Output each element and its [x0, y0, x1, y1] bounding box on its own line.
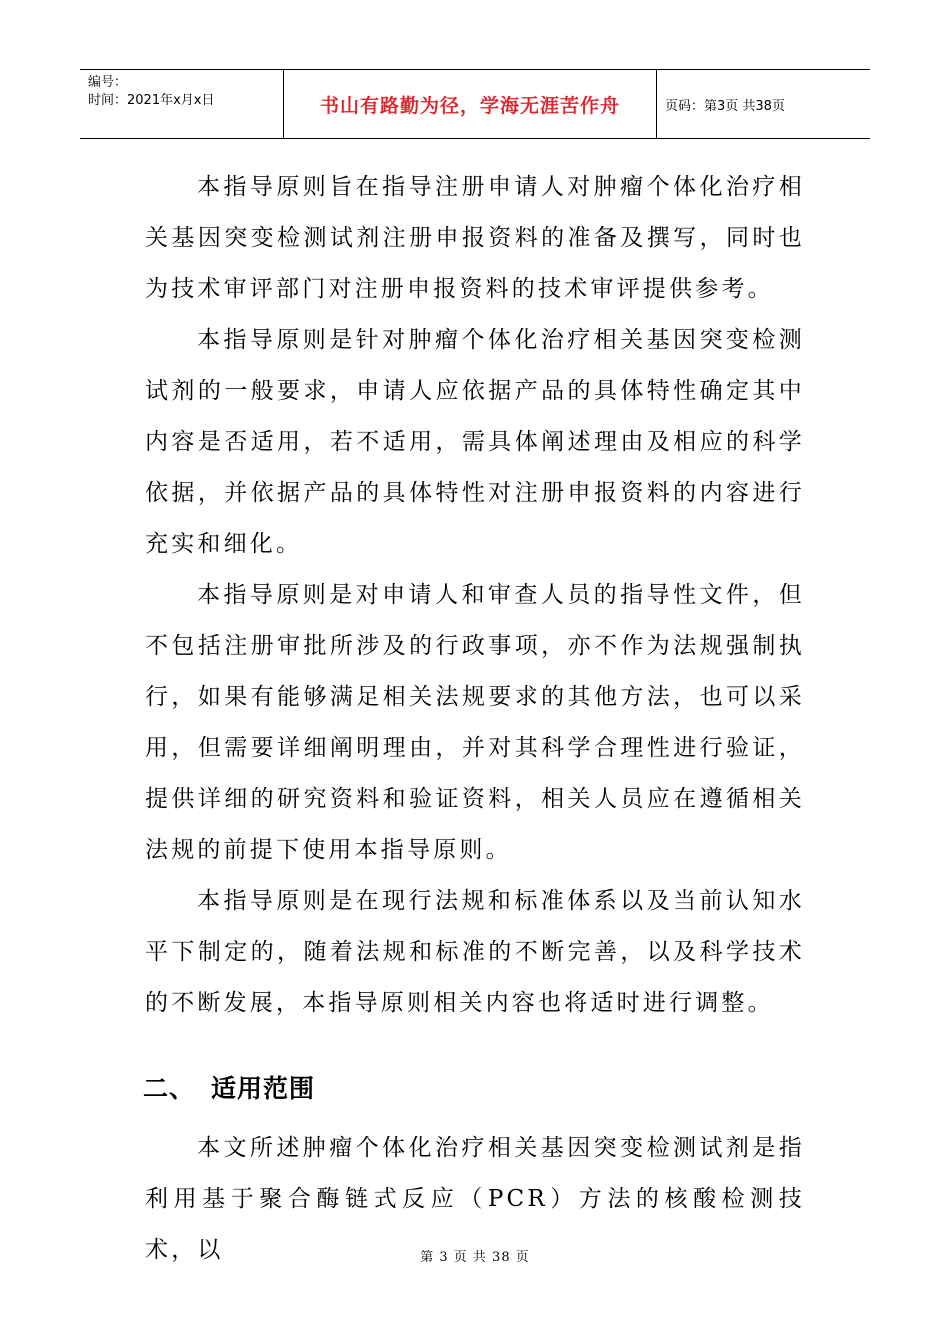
header-page-info: 页码：第3页 共38页: [665, 98, 785, 114]
section-title: 适用范围: [211, 1074, 316, 1103]
page-footer: 第 3 页 共 38 页: [420, 1250, 530, 1265]
paragraph: 本指导原则是针对肿瘤个体化治疗相关基因突变检测试剂的一般要求，申请人应依据产品的具体特性确定其中内容是否适用，若不适用，需具体阐述理由及相应的科学依据，并依据产品的具体特性对注册申报资料的内容进行充实和细化。: [145, 327, 805, 557]
paragraph: 本指导原则是对申请人和审查人员的指导性文件，但不包括注册审批所涉及的行政事项，亦不作为法规强制执行，如果有能够满足相关法规要求的其他方法，也可以采用，但需要详细阐明理由，并对其科学合理性进行验证，提供详细的研究资料和验证资料，相关人员应在遵循相关法规的前提下使用本指导原则。: [145, 582, 805, 863]
section-number: 二、: [143, 1074, 196, 1103]
document-body: [145, 162, 805, 1276]
paragraph: 本指导原则是在现行法规和标准体系以及当前认知水平下制定的，随着法规和标准的不断完善，以及科学技术的不断发展，本指导原则相关内容也将适时进行调整。: [145, 888, 805, 1016]
document-number-label: 编号：: [88, 75, 128, 90]
header-motto: 书山有路勤为径，学海无涯苦作舟: [284, 70, 657, 138]
document-time-label: 时间：2021年x月x日: [88, 93, 215, 108]
page-header: [80, 69, 870, 139]
paragraph: 本指导原则旨在指导注册申请人对肿瘤个体化治疗相关基因突变检测试剂注册申报资料的准备及撰写，同时也为技术审评部门对注册申报资料的技术审评提供参考。: [145, 174, 805, 302]
header-meta: [80, 70, 284, 138]
section-heading: [143, 1055, 805, 1123]
paragraph: 本文所述肿瘤个体化治疗相关基因突变检测试剂是指利用基于聚合酶链式反应（PCR）方法的核酸检测技术，以: [145, 1135, 805, 1263]
